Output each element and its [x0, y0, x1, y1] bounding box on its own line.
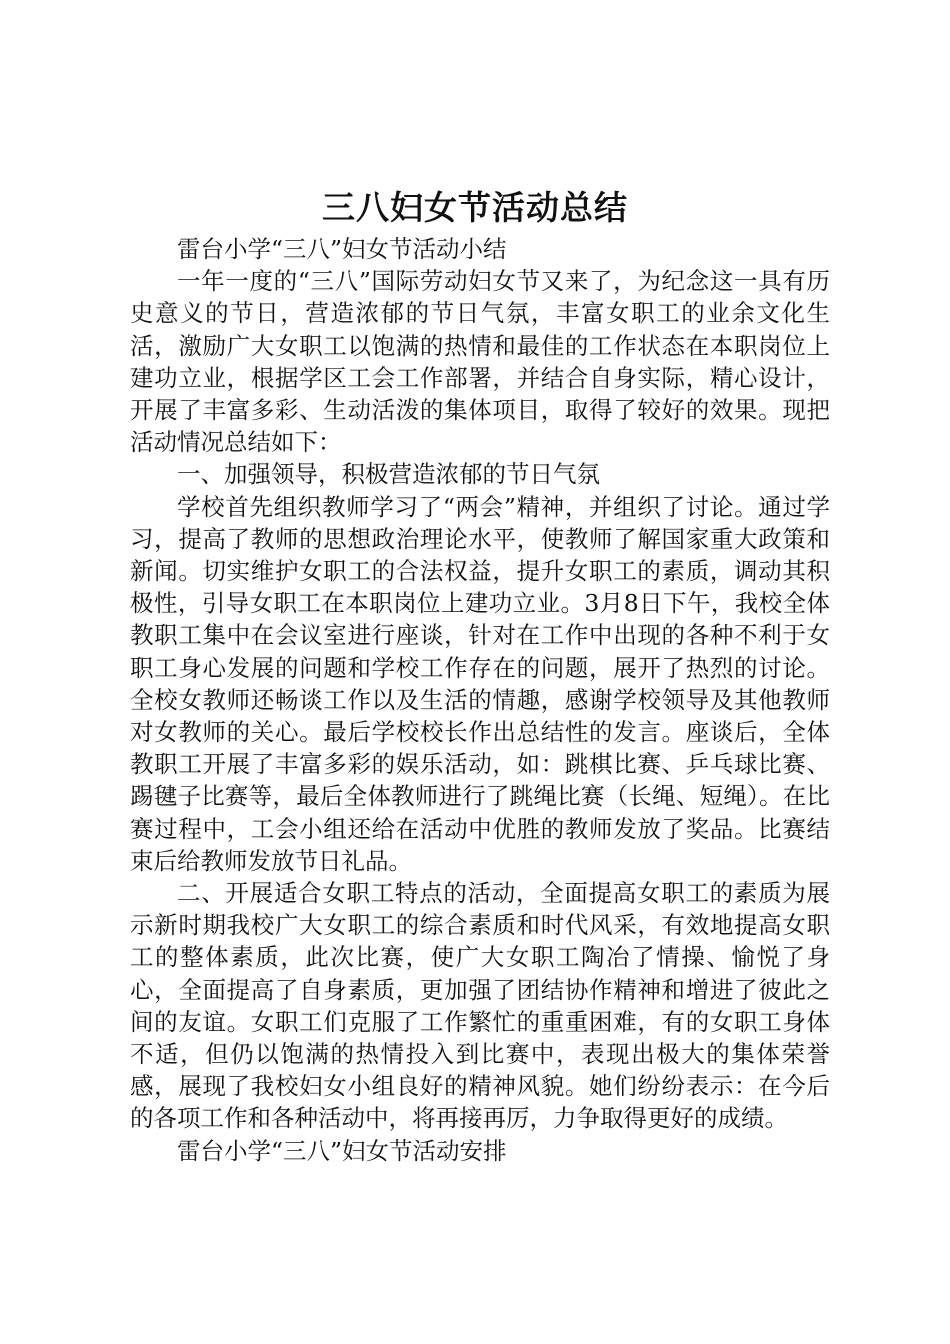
document-body [130, 233, 830, 1167]
document-title: 三八妇女节活动总结 [322, 188, 628, 227]
paragraph-section-2: 二、开展适合女职工特点的活动，全面提高女职工的素质为展示新时期我校广大女职工的综合素质和时代风采，有效地提高女职工的整体素质，此次比赛，使广大女职工陶冶了情操、愉悦了身心，全面提高了自身素质，更加强了团结协作精神和增进了彼此之间的友谊。女职工们克服了工作繁忙的重重困难，有的女职工身体不适，但仍以饱满的热情投入到比赛中，表现出极大的集体荣誉感，展现了我校妇女小组良好的精神风貌。她们纷纷表示：在今后的各项工作和各种活动中，将再接再厉，力争取得更好的成绩。 [130, 879, 830, 1133]
paragraph-intro: 一年一度的“三八”国际劳动妇女节又来了，为纪念这一具有历史意义的节日，营造浓郁的节日气氛，丰富女职工的业余文化生活，激励广大女职工以饱满的热情和最佳的工作状态在本职岗位上建功立业，根据学区工会工作部署，并结合自身实际，精心设计，开展了丰富多彩、生动活泼的集体项目，取得了较好的效果。现把活动情况总结如下： [130, 267, 830, 457]
paragraph-subtitle: 雷台小学“三八”妇女节活动小结 [177, 235, 507, 263]
paragraph-section-1: 学校首先组织教师学习了“两会”精神，并组织了讨论。通过学习，提高了教师的思想政治理论水平，使教师了解国家重大政策和新闻。切实维护女职工的合法权益，提升女职工的素质，调动其积极性，引导女职工在本职岗位上建功立业。3月8日下午，我校全体教职工集中在会议室进行座谈，针对在工作中出现的各种不利于女职工身心发展的问题和学校工作存在的问题，展开了热烈的讨论。全校女教师还畅谈工作以及生活的情趣，感谢学校领导及其他教师对女教师的关心。最后学校校长作出总结性的发言。座谈后，全体教职工开展了丰富多彩的娱乐活动，如：跳棋比赛、乒乓球比赛、踢毽子比赛等，最后全体教师进行了跳绳比赛（长绳、短绳）。在比赛过程中，工会小组还给在活动中优胜的教师发放了奖品。比赛结束后给教师发放节日礼品。 [130, 492, 830, 875]
section-heading-1: 一、加强领导，积极营造浓郁的节日气氛 [177, 460, 600, 489]
paragraph-closing: 雷台小学“三八”妇女节活动安排 [177, 1136, 507, 1165]
